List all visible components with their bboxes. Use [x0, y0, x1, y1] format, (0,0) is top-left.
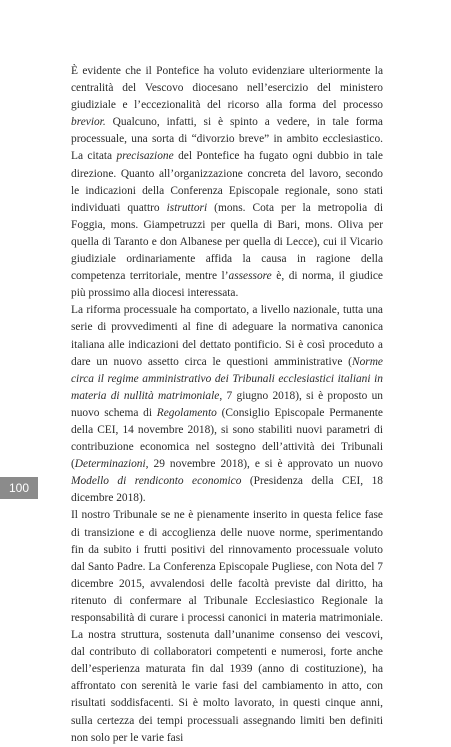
body-text [71, 63, 383, 747]
italic-run: assessore [228, 270, 272, 283]
italic-run: Modello di rendiconto economico [71, 475, 242, 488]
italic-run: Norme circa il regime amministrativo dei Tribunali ecclesiastici italiani in materia di nullità matrimoniale [71, 355, 383, 402]
paragraph-1 [71, 63, 383, 302]
text-run: (mons. Cota per la metropolia di Foggia, mons. Giampetruzzi per quella di Bari, mons. Oliva per quella di Taranto e don Albanese per quella di Lecce), cui il Vicario giudiziale ordinariamente affida la causa in ragione della competenza territoriale, mentre l’ [71, 201, 383, 283]
text-run: , 7 giugno 2018), si è proposto un nuovo schema di [71, 389, 383, 419]
text-run: La riforma processuale ha comportato, a livello nazionale, tutta una serie di provvedimenti al fine di adeguare la normativa canonica italiana alle indicazioni del dettato pontificio. Si è così proceduto a dare un nuovo assetto circa le questioni amministrative ( [71, 304, 383, 368]
page-number-tab [0, 477, 38, 499]
text-run: 29 novembre 2018), e si è approvato un nuovo [148, 458, 383, 471]
paragraph-3 [71, 507, 383, 746]
text-run: del Pontefice ha fugato ogni dubbio in tale direzione. Quanto all’organizzazione concreta del lavoro, secondo le indicazioni della Conferenza Episcopale regionale, sono stati individuati quattro [71, 150, 383, 214]
italic-run: Regolamento [156, 406, 217, 419]
paragraph-2 [71, 302, 383, 507]
italic-run: Determinazioni, [74, 458, 149, 471]
text-run: Il nostro Tribunale se ne è pienamente inserito in questa felice fase di transizione e di accoglienza delle nuove norme, sperimentando fin da subito i frutti positivi del rinnovamento processuale voluto dal Santo Padre. La Conferenza Episcopale Pugliese, con Nota del 7 dicembre 2015, avvalendosi delle facoltà previste dal diritto, ha ritenuto di confermare al Tribunale Ecclesiastico Regionale la responsabilità di curare i processi canonici in materia matrimoniale. La nostra struttura, sostenuta dall’unanime consenso dei vescovi, dal contributo di collaboratori competenti e numerosi, forte anche dell’esperienza maturata fin dal 1939 (anno di costituzione), ha affrontato con serenità le varie fasi del cambiamento in atto, con risultati soddisfacenti. Si è molto lavorato, in questi cinque anni, sulla certezza dei tempi processuali assegnando limiti ben definiti non solo per le varie fasi [71, 509, 383, 744]
page-number: 100 [8, 481, 30, 495]
text-run: (Presidenza della CEI, 18 dicembre 2018). [71, 475, 383, 505]
text-run: (Consiglio Episcopale Permanente della CEI, 14 novembre 2018), si sono stabiliti nuovi parametri di contribuzione economica nel sostegno dell’attività dei Tribunali ( [71, 406, 383, 471]
text-run: è, di norma, il giudice più prossimo alla diocesi interessata. [71, 270, 383, 300]
text-run: È evidente che il Pontefice ha voluto evidenziare ulteriormente la centralità del Vescovo diocesano nell’esercizio del ministero giudiziale e l’eccezionalità del ricorso alla forma del processo [71, 65, 383, 112]
text-run: Qualcuno, infatti, si è spinto a vedere, in tale forma processuale, una sorta di “divorzio breve” in ambito ecclesiastico. La citata [71, 116, 383, 163]
italic-run: istruttori [166, 201, 208, 214]
italic-run: precisazione [116, 150, 174, 163]
italic-run: brevior. [71, 116, 106, 129]
